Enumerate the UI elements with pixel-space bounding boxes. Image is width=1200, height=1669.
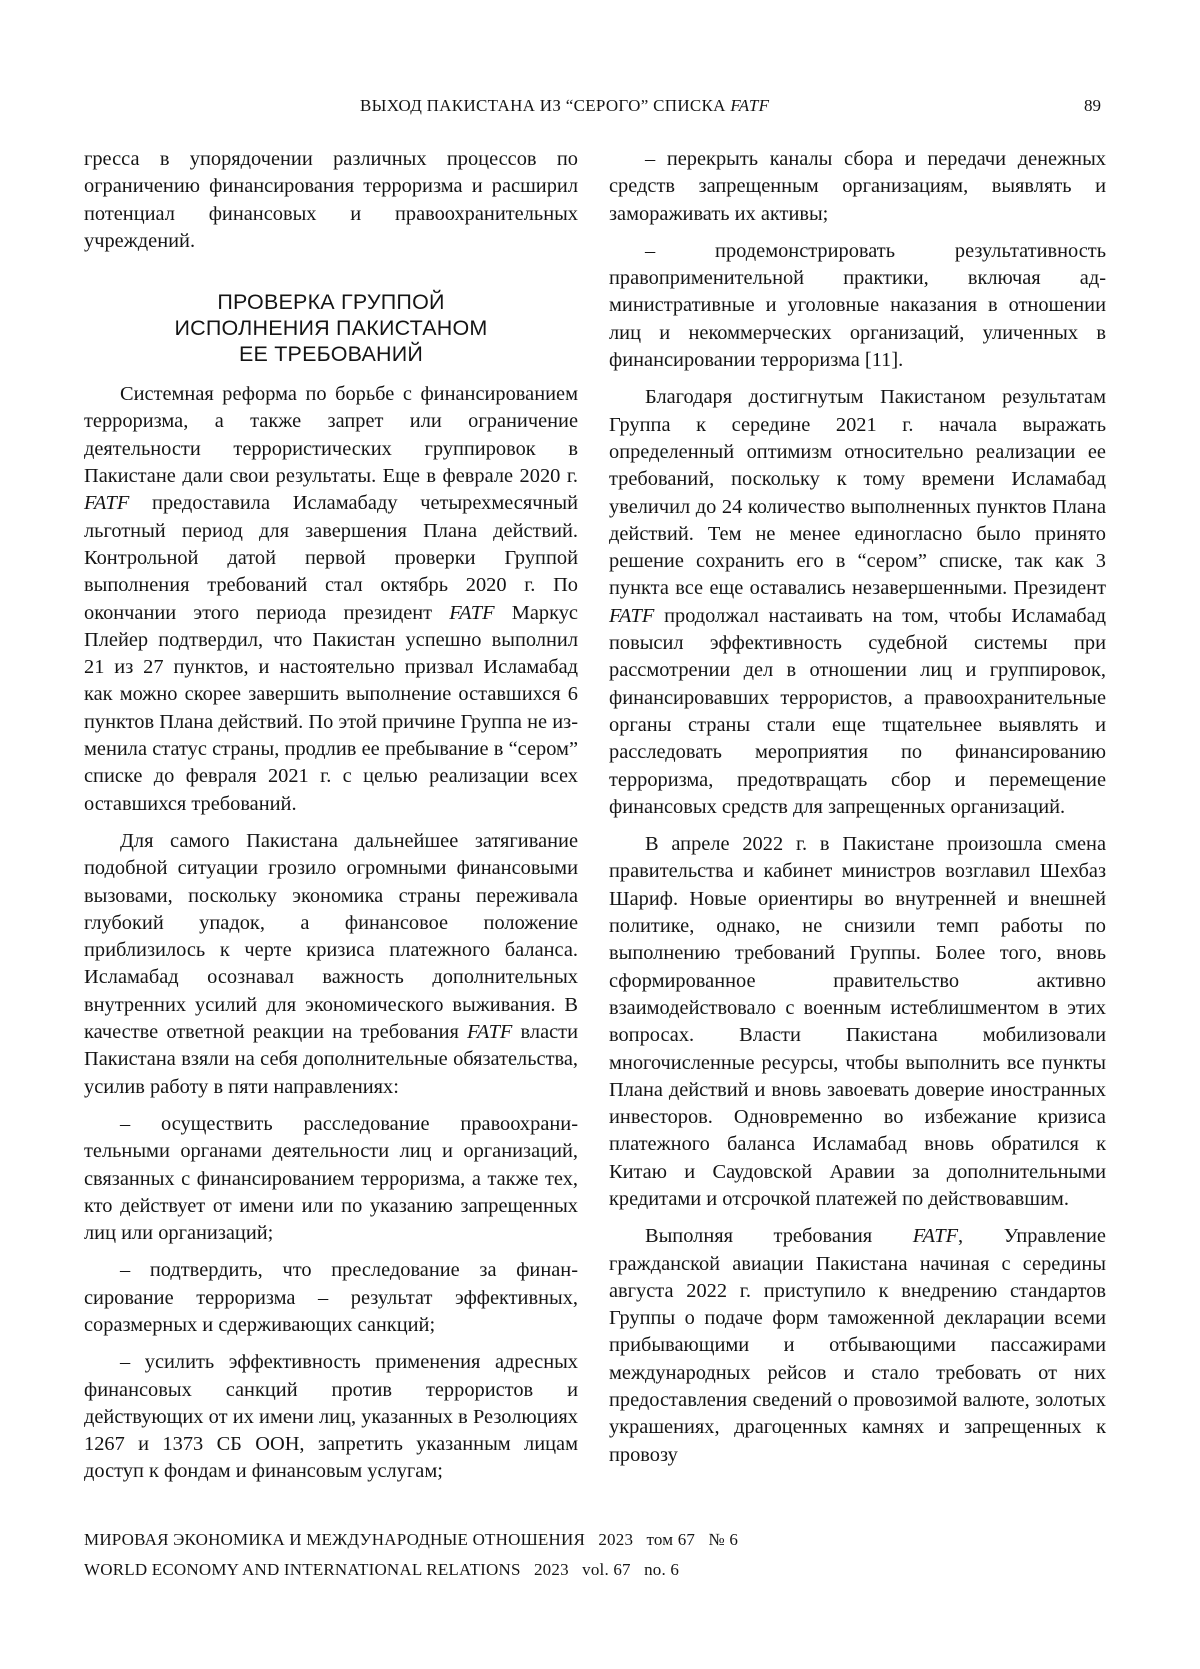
running-header xyxy=(360,96,769,116)
journal-footer-en: WORLD ECONOMY AND INTERNATIONAL RELATIONS 2023 vol. 67 no. 6 xyxy=(84,1560,680,1579)
paragraph: гресса в упорядочении различных процессов по ограничению финансирования терроризма и расширил потенциал финансовых и правоохранительных учреждений. xyxy=(84,148,578,252)
text-run: Маркус Плейер подтвердил, что Пакистан успешно выполнил 21 из 27 пунктов, и настоятельно призвал Исламабад как можно скорее завершить выполнение оставшихся 6 пунктов Плана действий. По этой причине Группа не изменила статус страны, продлив ее пребывание в “сером” списке до февраля 2021 г. с целью реализации всех оставшихся требований. xyxy=(84,601,578,815)
fatf-term: FATF xyxy=(609,604,655,627)
text-run: продолжал настаивать на том, чтобы Исламабад повысил эффективность судебной системы при рассмотрении дел в отношении лиц и группировок, финансировавших террористов, а правоохранительные органы страны стали еще тщательнее выявлять и расследовать мероприятия по финансированию терроризма, предотвращать сбор и перемещение финансовых средств для запрещенных организаций. xyxy=(609,604,1106,818)
list-item: – осуществить расследование правоохранительными органами деятельности лиц и организаций, связанных с финансированием терроризма, а также тех, кто действует от имени или по указанию запрещенных лиц или организаций; xyxy=(84,1112,578,1245)
paragraph: В апреле 2022 г. в Пакистане произошла смена правительства и кабинет министров возглавил Шехбаз Шариф. Новые ориентиры во внутренней и внешней политике, однако, не снизили темп работы по выполнению требований Группы. Более того, вновь сформированное правительство активно взаимодействовало с военным истеблишментом в этих вопросах. Власти Пакистана мобилизовали многочисленные ресурсы, чтобы выполнить все пункты Плана действий и вновь завоевать доверие иностранных инвесторов. Одновременно во избежание кризиса платежного баланса Исламабад вновь обратился к Китаю и Саудовской Аравии за дополнительными кредитами и отсрочкой платежей по действовавшим. xyxy=(609,833,1106,1210)
section-heading-line: ИСПОЛНЕНИЯ ПАКИСТАНОМ xyxy=(174,316,488,341)
paragraph xyxy=(84,828,578,1101)
right-column xyxy=(609,146,1106,1479)
text-run: Выполняя требования xyxy=(645,1225,913,1248)
section-heading xyxy=(84,289,578,367)
journal-footer-ru: МИРОВАЯ ЭКОНОМИКА И МЕЖДУНАРОДНЫЕ ОТНОШЕНИЯ 2023 том 67 № 6 xyxy=(84,1530,739,1549)
text-run: Для самого Пакистана дальнейшее затягивание подобной ситуации грозило огромными финансовыми вызовами, поскольку экономика страны переживала глубокий упадок, а финансовое положение приблизилось к черте кризиса платежного баланса. Исламабад осознавал важность дополнительных внутренних усилий для экономического выживания. В качестве ответной реакции на требования xyxy=(84,829,578,1044)
running-header-text: ВЫХОД ПАКИСТАНА ИЗ “СЕРОГО” СПИСКА xyxy=(360,96,731,115)
left-column xyxy=(84,146,578,1496)
paragraph xyxy=(609,1223,1106,1469)
list-item: – перекрыть каналы сбора и передачи денежных средств запрещенным организациям, выявлять и замораживать их активы; xyxy=(609,148,1106,225)
text-run: Благодаря достигнутым Пакистаном результатам Группа к середине 2021 г. начала выражать определенный оптимизм относительно реализации ее требований, поскольку к тому времени Исламабад увеличил до 24 количество выполненных пунктов Плана действий. Тем не менее единогласно было принято решение сохранить его в “сером” списке, так как 3 пункта все еще оставались незавершенными. Президент xyxy=(609,386,1106,600)
fatf-term: FATF xyxy=(912,1225,959,1248)
running-header-fatf: FATF xyxy=(730,96,770,115)
fatf-term: FATF xyxy=(467,1021,513,1044)
paragraph xyxy=(609,384,1106,821)
text-run: предоставила Исламабаду четырехмесячный льготный период для завершения Плана действий. Контрольной датой первой проверки Группой выполнения требований стал октябрь 2020 г. По окончании этого периода президент xyxy=(84,492,578,624)
section-heading-line: ЕЕ ТРЕБОВАНИЙ xyxy=(238,342,424,367)
text-run: Системная реформа по борьбе с финансированием терроризма, а также запрет или ограничение деятельности террористических группировок в Пакистане дали свои результаты. Еще в феврале 2020 г. xyxy=(84,383,578,488)
paragraph xyxy=(84,381,578,818)
section-heading-line: ПРОВЕРКА ГРУППОЙ xyxy=(217,290,445,315)
fatf-term: FATF xyxy=(84,492,130,515)
list-item: – продемонстрировать результативность правоприменительной практики, включая административные и уголовные наказания в отношении лиц и некоммерческих организаций, уличенных в финансировании терроризма [11]. xyxy=(609,239,1106,372)
list-item: – подтвердить, что преследование за финансирование терроризма – результат эффективных, соразмерных и сдерживающих санкций; xyxy=(84,1259,578,1336)
list-item: – усилить эффективность применения адресных финансовых санкций против террористов и действующих от их имени лиц, указанных в Резолюциях 1267 и 1373 СБ ООН, запретить указанным лицам доступ к фондам и финансовым услугам; xyxy=(84,1351,578,1483)
text-run: , Управление гражданской авиации Пакистана начиная с середины августа 2022 г. приступило к внедрению стандартов Группы о подаче форм таможенной декларации всеми прибывающими и отбывающими пассажирами международных рейсов и стало требовать от них предоставления сведений о провозимой валюте, золотых украшениях, драгоценных камнях и запрещенных к провозу xyxy=(609,1225,1106,1466)
text-run: власти Пакистана взяли на себя дополнительные обязательства, усилив работу в пяти направлениях: xyxy=(84,1021,578,1098)
fatf-term: FATF xyxy=(449,601,495,624)
page-number: 89 xyxy=(1084,96,1101,115)
